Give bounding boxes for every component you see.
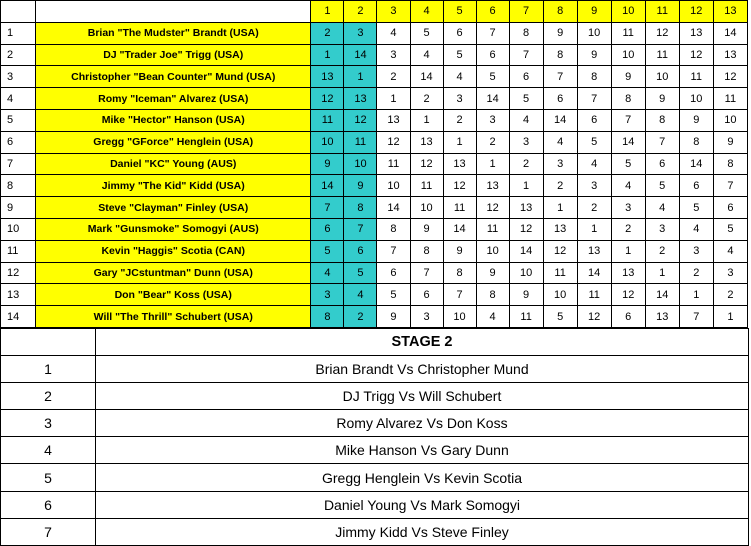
round-cell: 8 — [577, 66, 611, 88]
round-cell: 13 — [713, 44, 747, 66]
stage2-table — [0, 328, 749, 546]
header-col-3: 3 — [377, 1, 410, 23]
round-cell: 2 — [410, 88, 443, 110]
round-cell: 7 — [577, 88, 611, 110]
header-col-1: 1 — [311, 1, 344, 23]
round-cell: 12 — [679, 44, 713, 66]
stage2-match-row — [1, 464, 749, 491]
round-cell: 11 — [476, 218, 509, 240]
round-cell: 11 — [679, 66, 713, 88]
round-cell: 11 — [577, 284, 611, 306]
round-cell: 4 — [476, 306, 509, 328]
round-cell: 5 — [543, 306, 577, 328]
round-cell: 9 — [476, 262, 509, 284]
round-cell: 12 — [344, 109, 377, 131]
header-col-10: 10 — [611, 1, 645, 23]
round-cell: 5 — [410, 22, 443, 44]
round-cell: 3 — [577, 175, 611, 197]
player-name: Mark "Gunsmoke" Somogyi (AUS) — [36, 218, 311, 240]
header-col-11: 11 — [645, 1, 679, 23]
round-cell: 3 — [311, 284, 344, 306]
round-cell: 4 — [713, 240, 747, 262]
round-cell: 14 — [509, 240, 543, 262]
round-cell: 9 — [410, 218, 443, 240]
round-cell: 3 — [645, 218, 679, 240]
round-cell: 9 — [377, 306, 410, 328]
round-cell: 9 — [543, 22, 577, 44]
round-cell: 14 — [410, 66, 443, 88]
match-number: 7 — [1, 518, 96, 545]
stage2-title: STAGE 2 — [96, 329, 749, 356]
round-cell: 2 — [543, 175, 577, 197]
stage2-title-row — [1, 329, 749, 356]
round-cell: 13 — [543, 218, 577, 240]
round-cell: 12 — [377, 131, 410, 153]
grid-row — [1, 22, 748, 44]
stage2-match-row — [1, 491, 749, 518]
round-cell: 4 — [443, 66, 476, 88]
match-number: 2 — [1, 383, 96, 410]
round-cell: 8 — [377, 218, 410, 240]
header-col-13: 13 — [713, 1, 747, 23]
round-cell: 13 — [476, 175, 509, 197]
header-col-7: 7 — [509, 1, 543, 23]
stage2-title-spacer — [1, 329, 96, 356]
round-cell: 8 — [476, 284, 509, 306]
round-cell: 1 — [476, 153, 509, 175]
header-col-9: 9 — [577, 1, 611, 23]
round-cell: 13 — [311, 66, 344, 88]
round-cell: 4 — [344, 284, 377, 306]
round-cell: 2 — [344, 306, 377, 328]
match-number: 5 — [1, 464, 96, 491]
player-name: DJ "Trader Joe" Trigg (USA) — [36, 44, 311, 66]
round-cell: 7 — [344, 218, 377, 240]
match-text: Jimmy Kidd Vs Steve Finley — [96, 518, 749, 545]
round-cell: 10 — [443, 306, 476, 328]
round-cell: 3 — [443, 88, 476, 110]
round-cell: 12 — [476, 197, 509, 219]
grid-row — [1, 197, 748, 219]
round-cell: 14 — [476, 88, 509, 110]
stage2-match-row — [1, 410, 749, 437]
round-cell: 11 — [443, 197, 476, 219]
header-blank-name — [36, 1, 311, 23]
round-cell: 10 — [377, 175, 410, 197]
round-cell: 11 — [645, 44, 679, 66]
round-cell: 10 — [344, 153, 377, 175]
round-cell: 7 — [509, 44, 543, 66]
player-name: Kevin "Haggis" Scotia (CAN) — [36, 240, 311, 262]
grid-row — [1, 284, 748, 306]
round-cell: 7 — [443, 284, 476, 306]
grid-row — [1, 66, 748, 88]
round-cell: 1 — [410, 109, 443, 131]
round-cell: 10 — [679, 88, 713, 110]
round-cell: 1 — [611, 240, 645, 262]
round-cell: 13 — [577, 240, 611, 262]
round-cell: 10 — [476, 240, 509, 262]
player-name: Will "The Thrill" Schubert (USA) — [36, 306, 311, 328]
round-cell: 9 — [645, 88, 679, 110]
round-cell: 11 — [713, 88, 747, 110]
grid-row — [1, 262, 748, 284]
round-cell: 12 — [611, 284, 645, 306]
player-name: Christopher "Bean Counter" Mund (USA) — [36, 66, 311, 88]
stage2-match-row — [1, 356, 749, 383]
grid-row — [1, 88, 748, 110]
match-text: Gregg Henglein Vs Kevin Scotia — [96, 464, 749, 491]
round-cell: 1 — [344, 66, 377, 88]
grid-row — [1, 131, 748, 153]
round-cell: 4 — [311, 262, 344, 284]
round-cell: 3 — [679, 240, 713, 262]
round-cell: 6 — [577, 109, 611, 131]
round-cell: 14 — [645, 284, 679, 306]
round-cell: 1 — [377, 88, 410, 110]
round-cell: 9 — [713, 131, 747, 153]
row-number: 3 — [1, 66, 36, 88]
header-col-8: 8 — [543, 1, 577, 23]
header-col-6: 6 — [476, 1, 509, 23]
round-cell: 8 — [713, 153, 747, 175]
round-cell: 8 — [410, 240, 443, 262]
round-cell: 10 — [645, 66, 679, 88]
grid-row — [1, 175, 748, 197]
round-cell: 14 — [443, 218, 476, 240]
round-cell: 9 — [344, 175, 377, 197]
match-text: Mike Hanson Vs Gary Dunn — [96, 437, 749, 464]
round-cell: 2 — [443, 109, 476, 131]
row-number: 4 — [1, 88, 36, 110]
round-cell: 4 — [679, 218, 713, 240]
round-cell: 14 — [577, 262, 611, 284]
round-cell: 10 — [410, 197, 443, 219]
round-cell: 3 — [509, 131, 543, 153]
row-number: 6 — [1, 131, 36, 153]
round-cell: 13 — [645, 306, 679, 328]
round-cell: 12 — [577, 306, 611, 328]
round-cell: 10 — [611, 44, 645, 66]
round-cell: 5 — [611, 153, 645, 175]
round-cell: 8 — [443, 262, 476, 284]
player-name: Mike "Hector" Hanson (USA) — [36, 109, 311, 131]
match-text: Brian Brandt Vs Christopher Mund — [96, 356, 749, 383]
round-cell: 14 — [377, 197, 410, 219]
player-name: Jimmy "The Kid" Kidd (USA) — [36, 175, 311, 197]
round-cell: 10 — [509, 262, 543, 284]
match-number: 6 — [1, 491, 96, 518]
header-col-4: 4 — [410, 1, 443, 23]
round-cell: 8 — [611, 88, 645, 110]
round-cell: 6 — [611, 306, 645, 328]
round-cell: 12 — [713, 66, 747, 88]
header-col-12: 12 — [679, 1, 713, 23]
round-cell: 4 — [377, 22, 410, 44]
stage2-match-row — [1, 437, 749, 464]
match-text: Romy Alvarez Vs Don Koss — [96, 410, 749, 437]
round-cell: 13 — [509, 197, 543, 219]
row-number: 12 — [1, 262, 36, 284]
round-cell: 6 — [311, 218, 344, 240]
player-name: Gregg "GForce" Henglein (USA) — [36, 131, 311, 153]
round-cell: 1 — [679, 284, 713, 306]
round-cell: 9 — [577, 44, 611, 66]
round-cell: 1 — [713, 306, 747, 328]
round-cell: 1 — [509, 175, 543, 197]
round-cell: 12 — [543, 240, 577, 262]
round-cell: 11 — [311, 109, 344, 131]
round-cell: 8 — [679, 131, 713, 153]
round-cell: 3 — [543, 153, 577, 175]
player-name: Daniel "KC" Young (AUS) — [36, 153, 311, 175]
round-cell: 7 — [543, 66, 577, 88]
round-cell: 12 — [509, 218, 543, 240]
round-cell: 13 — [443, 153, 476, 175]
round-cell: 13 — [410, 131, 443, 153]
round-cell: 7 — [611, 109, 645, 131]
round-cell: 14 — [679, 153, 713, 175]
match-text: DJ Trigg Vs Will Schubert — [96, 383, 749, 410]
round-cell: 1 — [577, 218, 611, 240]
round-cell: 6 — [543, 88, 577, 110]
match-number: 3 — [1, 410, 96, 437]
round-cell: 11 — [509, 306, 543, 328]
row-number: 9 — [1, 197, 36, 219]
player-name: Don "Bear" Koss (USA) — [36, 284, 311, 306]
round-cell: 13 — [344, 88, 377, 110]
row-number: 14 — [1, 306, 36, 328]
row-number: 11 — [1, 240, 36, 262]
round-cell: 14 — [713, 22, 747, 44]
round-cell: 2 — [311, 22, 344, 44]
stage2-match-row — [1, 383, 749, 410]
round-cell: 12 — [311, 88, 344, 110]
round-cell: 5 — [443, 44, 476, 66]
round-cell: 4 — [509, 109, 543, 131]
round-cell: 14 — [311, 175, 344, 197]
round-cell: 5 — [509, 88, 543, 110]
round-cell: 10 — [543, 284, 577, 306]
round-cell: 9 — [611, 66, 645, 88]
round-cell: 6 — [443, 22, 476, 44]
round-cell: 4 — [410, 44, 443, 66]
round-cell: 5 — [577, 131, 611, 153]
round-cell: 3 — [611, 197, 645, 219]
round-cell: 10 — [311, 131, 344, 153]
round-cell: 5 — [344, 262, 377, 284]
match-text: Daniel Young Vs Mark Somogyi — [96, 491, 749, 518]
round-cell: 7 — [410, 262, 443, 284]
grid-row — [1, 153, 748, 175]
round-cell: 6 — [713, 197, 747, 219]
round-cell: 12 — [410, 153, 443, 175]
round-cell: 3 — [713, 262, 747, 284]
round-cell: 7 — [476, 22, 509, 44]
round-cell: 14 — [543, 109, 577, 131]
round-cell: 6 — [344, 240, 377, 262]
round-cell: 8 — [344, 197, 377, 219]
player-name: Romy "Iceman" Alvarez (USA) — [36, 88, 311, 110]
grid-row — [1, 109, 748, 131]
row-number: 13 — [1, 284, 36, 306]
round-cell: 2 — [679, 262, 713, 284]
round-cell: 10 — [713, 109, 747, 131]
round-cell: 5 — [311, 240, 344, 262]
round-cell: 8 — [311, 306, 344, 328]
round-cell: 2 — [377, 66, 410, 88]
round-cell: 8 — [543, 44, 577, 66]
round-cell: 3 — [476, 109, 509, 131]
round-cell: 5 — [679, 197, 713, 219]
round-cell: 7 — [311, 197, 344, 219]
row-number: 5 — [1, 109, 36, 131]
round-cell: 5 — [645, 175, 679, 197]
grid-row — [1, 240, 748, 262]
grid-header-row — [1, 1, 748, 23]
grid-row — [1, 218, 748, 240]
round-cell: 5 — [377, 284, 410, 306]
round-cell: 3 — [344, 22, 377, 44]
round-cell: 2 — [577, 197, 611, 219]
round-cell: 7 — [645, 131, 679, 153]
round-cell: 1 — [443, 131, 476, 153]
round-cell: 9 — [679, 109, 713, 131]
round-cell: 10 — [577, 22, 611, 44]
row-number: 7 — [1, 153, 36, 175]
round-cell: 4 — [577, 153, 611, 175]
stage2-match-row — [1, 518, 749, 545]
round-cell: 11 — [543, 262, 577, 284]
round-cell: 13 — [611, 262, 645, 284]
round-cell: 8 — [645, 109, 679, 131]
row-number: 10 — [1, 218, 36, 240]
round-cell: 4 — [543, 131, 577, 153]
round-cell: 14 — [344, 44, 377, 66]
match-number: 4 — [1, 437, 96, 464]
round-cell: 1 — [645, 262, 679, 284]
round-cell: 13 — [679, 22, 713, 44]
header-col-2: 2 — [344, 1, 377, 23]
round-cell: 6 — [679, 175, 713, 197]
row-number: 1 — [1, 22, 36, 44]
round-cell: 11 — [377, 153, 410, 175]
round-cell: 2 — [509, 153, 543, 175]
round-cell: 6 — [645, 153, 679, 175]
row-number: 2 — [1, 44, 36, 66]
round-cell: 13 — [377, 109, 410, 131]
player-name: Steve "Clayman" Finley (USA) — [36, 197, 311, 219]
player-name: Gary "JCstuntman" Dunn (USA) — [36, 262, 311, 284]
round-cell: 2 — [645, 240, 679, 262]
round-cell: 12 — [443, 175, 476, 197]
round-cell: 9 — [311, 153, 344, 175]
round-cell: 8 — [509, 22, 543, 44]
round-cell: 11 — [410, 175, 443, 197]
round-cell: 6 — [509, 66, 543, 88]
round-cell: 2 — [611, 218, 645, 240]
round-cell: 6 — [476, 44, 509, 66]
match-number: 1 — [1, 356, 96, 383]
round-cell: 6 — [377, 262, 410, 284]
round-cell: 9 — [443, 240, 476, 262]
round-cell: 11 — [611, 22, 645, 44]
round-cell: 7 — [713, 175, 747, 197]
round-cell: 4 — [645, 197, 679, 219]
round-cell: 1 — [543, 197, 577, 219]
row-number: 8 — [1, 175, 36, 197]
round-cell: 4 — [611, 175, 645, 197]
grid-row — [1, 44, 748, 66]
round-cell: 2 — [476, 131, 509, 153]
header-blank-num — [1, 1, 36, 23]
grid-row — [1, 306, 748, 328]
round-cell: 9 — [509, 284, 543, 306]
round-cell: 7 — [377, 240, 410, 262]
round-cell: 2 — [713, 284, 747, 306]
round-cell: 12 — [645, 22, 679, 44]
round-cell: 1 — [311, 44, 344, 66]
round-cell: 6 — [410, 284, 443, 306]
round-cell: 5 — [713, 218, 747, 240]
player-name: Brian "The Mudster" Brandt (USA) — [36, 22, 311, 44]
header-col-5: 5 — [443, 1, 476, 23]
round-cell: 14 — [611, 131, 645, 153]
round-cell: 5 — [476, 66, 509, 88]
round-cell: 11 — [344, 131, 377, 153]
round-cell: 7 — [679, 306, 713, 328]
round-cell: 3 — [410, 306, 443, 328]
round-cell: 3 — [377, 44, 410, 66]
